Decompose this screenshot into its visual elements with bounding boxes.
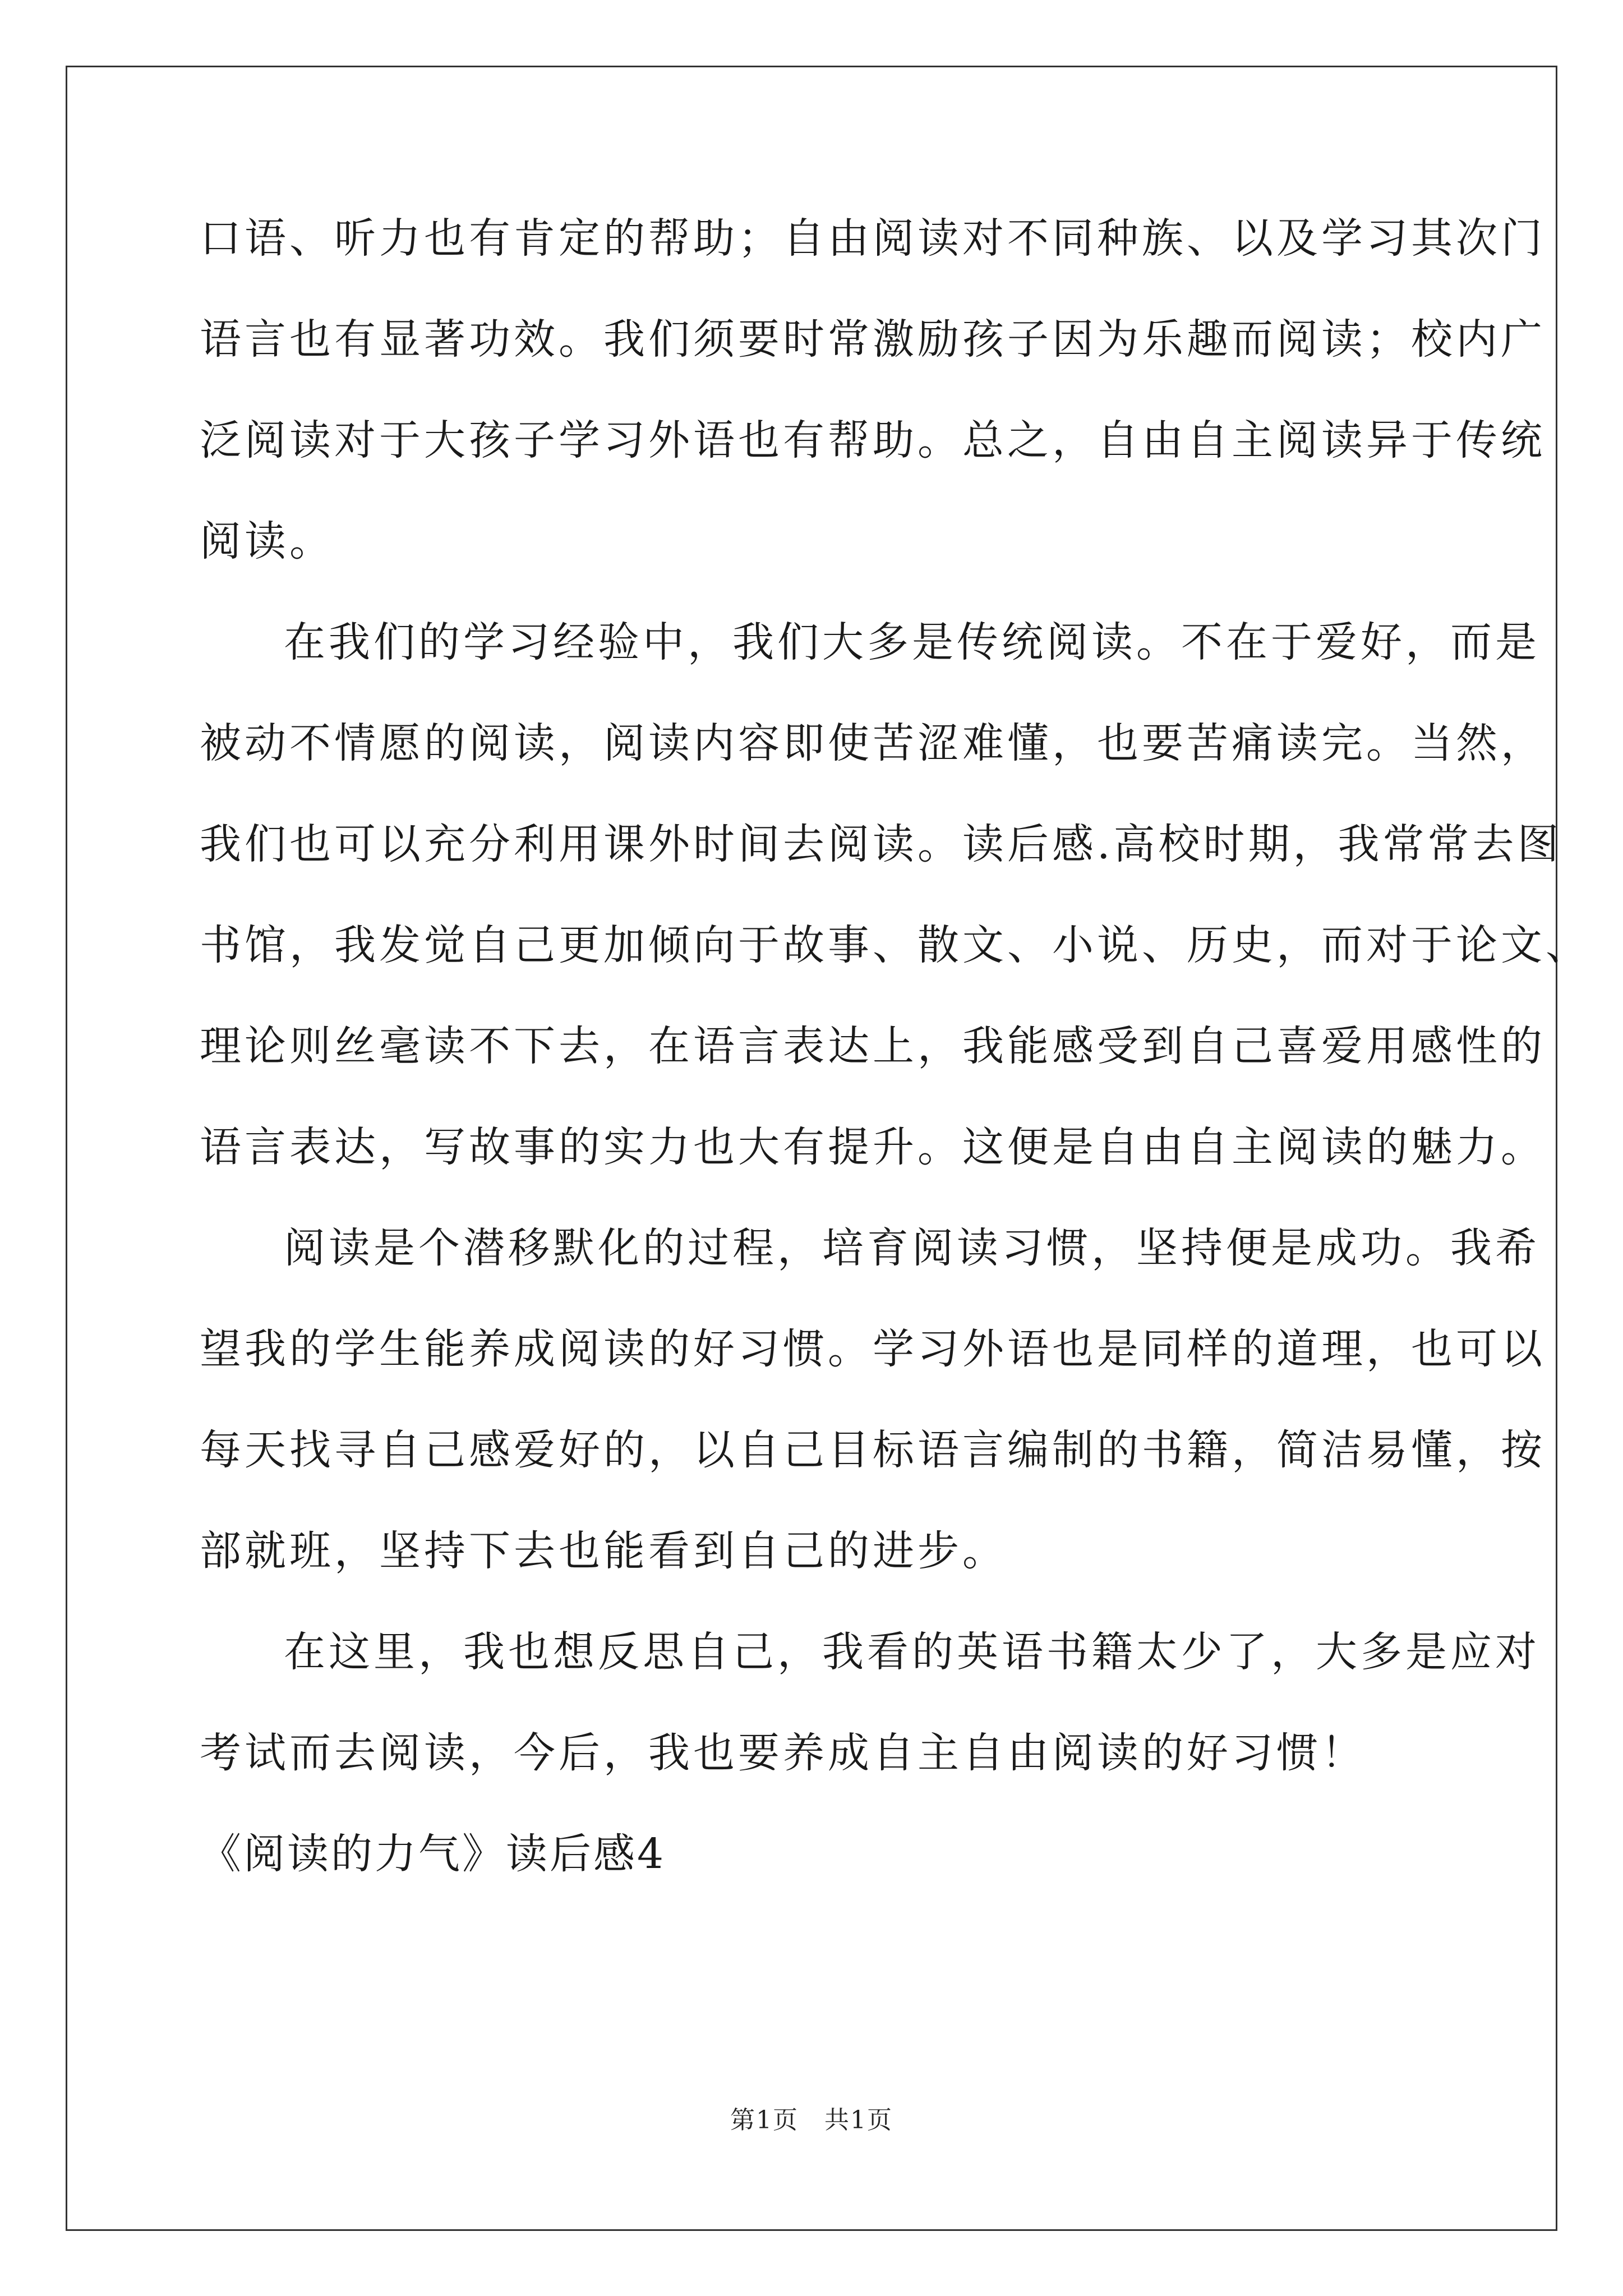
paragraph-4-line-1: 在这里，我也想反思自己，我看的英语书籍太少了，大多是应对	[284, 1628, 1540, 1676]
paragraph-2-line-4: 书馆，我发觉自己更加倾向于故事、散文、小说、历史，而对于论文、	[200, 921, 1590, 969]
paragraph-3-line-4: 部就班，坚持下去也能看到自己的进步。	[200, 1527, 1007, 1575]
paragraph-2-line-1: 在我们的学习经验中，我们大多是传统阅读。不在于爱好，而是	[284, 618, 1540, 666]
paragraph-2-line-3: 我们也可以充分利用课外时间去阅读。读后感.高校时期，我常常去图	[200, 820, 1562, 868]
paragraph-2-line-2: 被动不情愿的阅读，阅读内容即使苦涩难懂，也要苦痛读完。当然，	[200, 719, 1546, 767]
paragraph-1-line-4: 阅读。	[200, 517, 334, 565]
paragraph-2-line-5: 理论则丝毫读不下去，在语言表达上，我能感受到自己喜爱用感性的	[200, 1022, 1546, 1070]
section-heading: 《阅读的力气》读后感4	[200, 1830, 666, 1878]
paragraph-1-line-2: 语言也有显著功效。我们须要时常激励孩子因为乐趣而阅读；校内广	[200, 315, 1546, 364]
paragraph-3-line-1: 阅读是个潜移默化的过程，培育阅读习惯，坚持便是成功。我希	[284, 1224, 1540, 1272]
paragraph-4-line-2: 考试而去阅读，今后，我也要养成自主自由阅读的好习惯！	[200, 1729, 1366, 1777]
paragraph-1-line-1: 口语、听力也有肯定的帮助；自由阅读对不同种族、以及学习其次门	[200, 214, 1546, 263]
page-footer: 第1页 共1页	[730, 2106, 893, 2134]
paragraph-2-line-6: 语言表达，写故事的实力也大有提升。这便是自由自主阅读的魅力。	[200, 1123, 1546, 1171]
document-body	[200, 213, 1590, 1879]
paragraph-1-line-3: 泛阅读对于大孩子学习外语也有帮助。总之，自由自主阅读异于传统	[200, 416, 1546, 464]
paragraph-3-line-2: 望我的学生能养成阅读的好习惯。学习外语也是同样的道理，也可以	[200, 1325, 1546, 1373]
paragraph-3-line-3: 每天找寻自己感爱好的，以自己目标语言编制的书籍，简洁易懂，按	[200, 1426, 1546, 1474]
